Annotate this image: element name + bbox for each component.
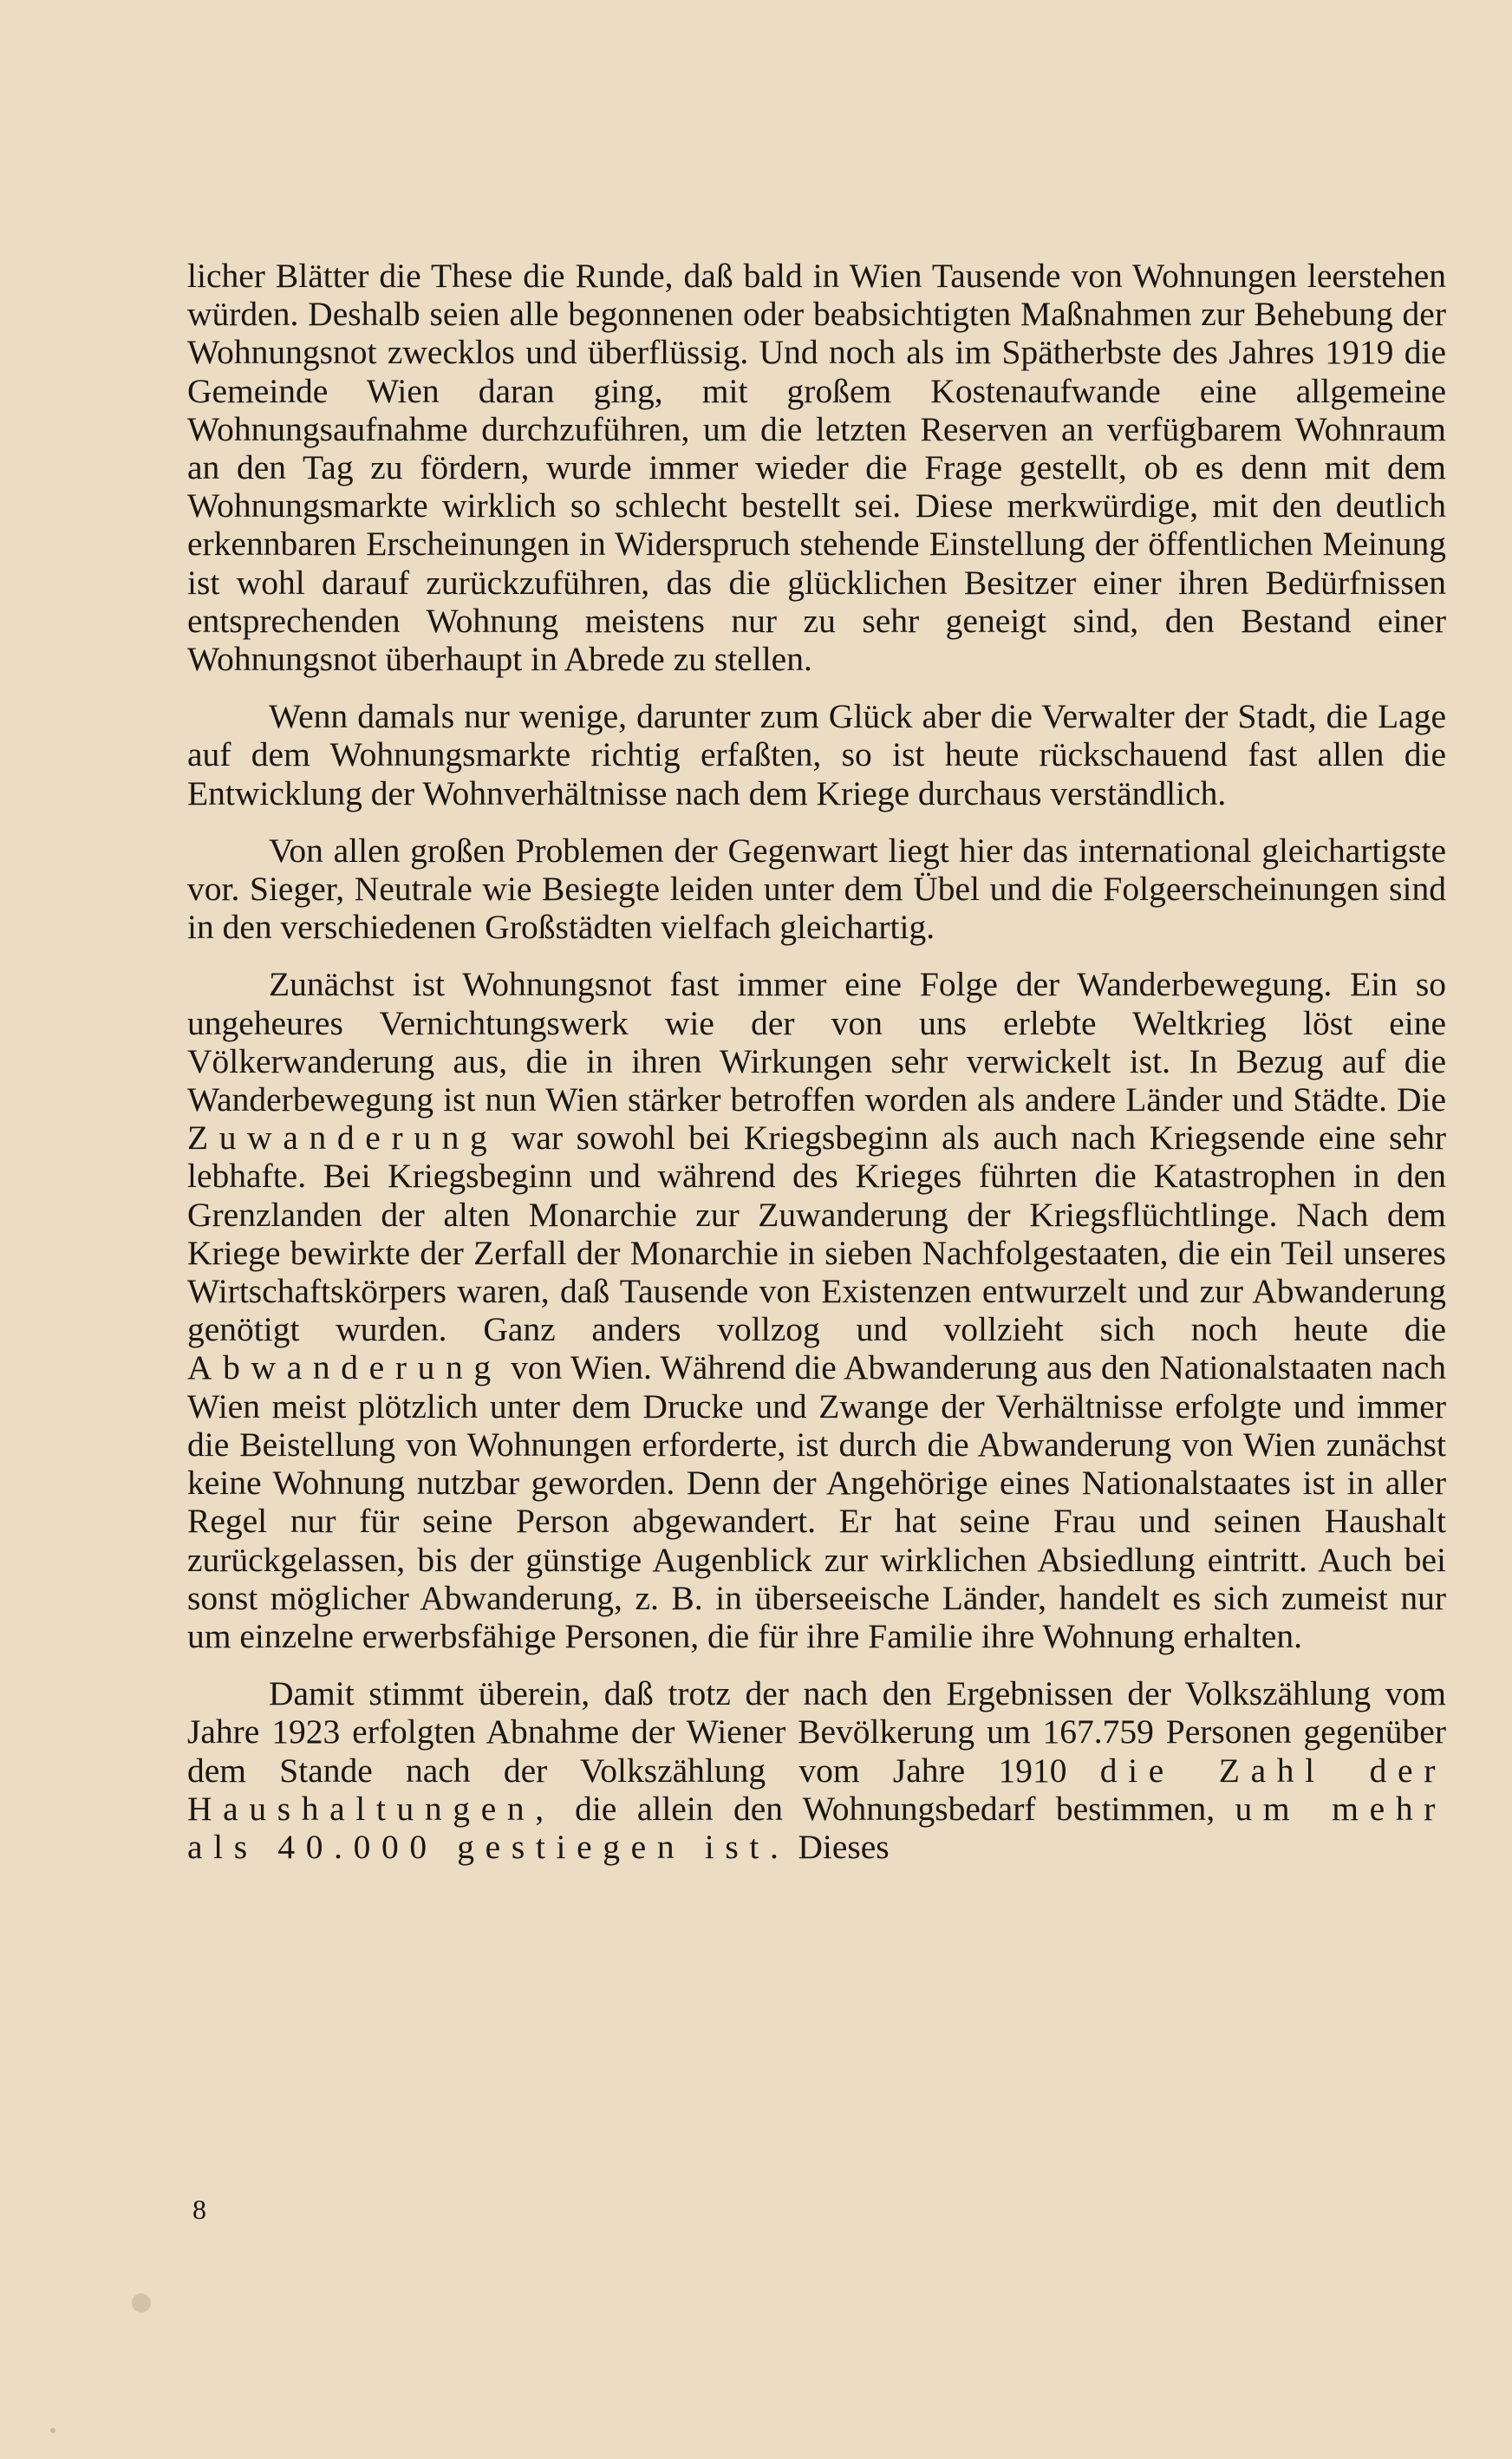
paragraph-stadtverwaltung <box>187 697 1446 812</box>
paragraph-text: Damit stimmt überein, daß trotz der nach den Ergebnissen der Volkszählung vom Jahre 1923 erfolgten Abnahme der Wiener Bevölkerung um 167.759 Personen gegenüber dem Stande nach der Volkszählung vom Jahre 1910 <box>187 1674 1446 1790</box>
emphasis-abwanderung: Abwanderung <box>187 1348 502 1387</box>
paragraph-continuation <box>187 257 1446 678</box>
paragraph-volkszaehlung <box>187 1674 1446 1866</box>
paper-speck <box>50 2428 55 2433</box>
paragraph-text: von Wien. Während die Abwanderung aus den Nationalstaaten nach Wien meist plötzlich unter dem Drucke und Zwange der Verhältnisse erfolgte und immer die Beistellung von Wohnungen erforderte, ist durch die Abwanderung von Wien zunächst keine Wohnung nutzbar geworden. Denn der Angehörige eines Nationalstaates ist in aller Regel nur für seine Person abgewandert. Er hat seine Frau und seinen Haushalt zurückgelassen, bis der günstige Augenblick zur wirklichen Absiedlung eintritt. Auch bei sonst möglicher Abwanderung, z. B. in überseeische Länder, handelt es sich zumeist nur um einzelne erwerbsfähige Personen, die für ihre Familie ihre Wohnung erhalten. <box>187 1348 1447 1655</box>
emphasis-gestiegen: um mehr als 40.000 gestiegen ist. <box>187 1789 1447 1866</box>
paragraph-text: war sowohl bei Kriegsbeginn als auch nach Kriegsende eine sehr lebhafte. Bei Kriegsbeginn und während des Krieges führten die Katastrophen in den Grenzlanden der alten Monarchie zur Zuwanderung der Kriegsflüchtlinge. Nach dem Kriege bewirkte der Zerfall der Monarchie in sieben Nachfolgestaaten, die ein Teil unseres Wirtschaftskörpers waren, daß Tausende von Existenzen entwurzelt und zur Abwanderung genötigt wurden. Ganz anders vollzog und vollzieht sich noch heute die <box>187 1119 1446 1349</box>
paragraph-text: licher Blätter die These die Runde, daß bald in Wien Tausende von Wohnungen leerstehen würden. Deshalb seien alle begonnenen oder beabsichtigten Maßnahmen zur Behebung der Wohnungsnot zwecklos und überflüssig. Und noch als im Spätherbste des Jahres 1919 die Gemeinde Wien daran ging, mit großem Kostenaufwande eine allgemeine Wohnungsaufnahme durchzuführen, um die letzten Reserven an verfügbarem Wohnraum an den Tag zu fördern, wurde immer wieder die Frage gestellt, ob es denn mit dem Wohnungsmarkte wirklich so schlecht bestellt sei. Diese merkwürdige, mit den deutlich erkennbaren Erscheinungen in Widerspruch stehende Einstellung der öffentlichen Meinung ist wohl darauf zurückzuführen, das die glücklichen Besitzer einer ihren Bedürfnissen entsprechenden Wohnung meistens nur zu sehr geneigt sind, den Bestand einer Wohnungsnot überhaupt in Abrede zu stellen. <box>187 257 1446 679</box>
paragraph-international <box>187 832 1446 947</box>
paragraph-text: Zunächst ist Wohnungsnot fast immer eine Folge der Wanderbewegung. Ein so ungeheures Vernichtungswerk wie der von uns erlebte Weltkrieg löst eine Völkerwanderung aus, die in ihren Wirkungen sehr verwickelt ist. In Bezug auf die Wanderbewegung ist nun Wien stärker betroffen worden als andere Länder und Städte. Die <box>187 965 1446 1119</box>
paragraph-text: Von allen großen Problemen der Gegenwart liegt hier das international gleichartigste vor. Sieger, Neutrale wie Besiegte leiden unter dem Übel und die Folgeerscheinungen sind in den verschiedenen Großstädten vielfach gleichartig. <box>187 831 1446 947</box>
emphasis-haushaltungen: die Zahl der Haushaltungen, <box>187 1751 1447 1828</box>
paragraph-wanderbewegung <box>187 965 1446 1655</box>
paragraph-text: Wenn damals nur wenige, darunter zum Glück aber die Verwalter der Stadt, die Lage auf dem Wohnungsmarkte richtig erfaßten, so ist heute rückschauend fast allen die Entwicklung der Wohnverhältnisse nach dem Kriege durchaus verständlich. <box>187 697 1446 812</box>
paragraph-text: die allein den Wohnungsbedarf bestimmen, <box>575 1789 1215 1828</box>
paragraph-text: Dieses <box>798 1827 890 1866</box>
emphasis-zuwanderung: Zuwanderung <box>187 1119 499 1158</box>
page-number: 8 <box>192 2194 206 2225</box>
paper-speck <box>132 2293 151 2312</box>
body-text <box>187 257 1446 1885</box>
